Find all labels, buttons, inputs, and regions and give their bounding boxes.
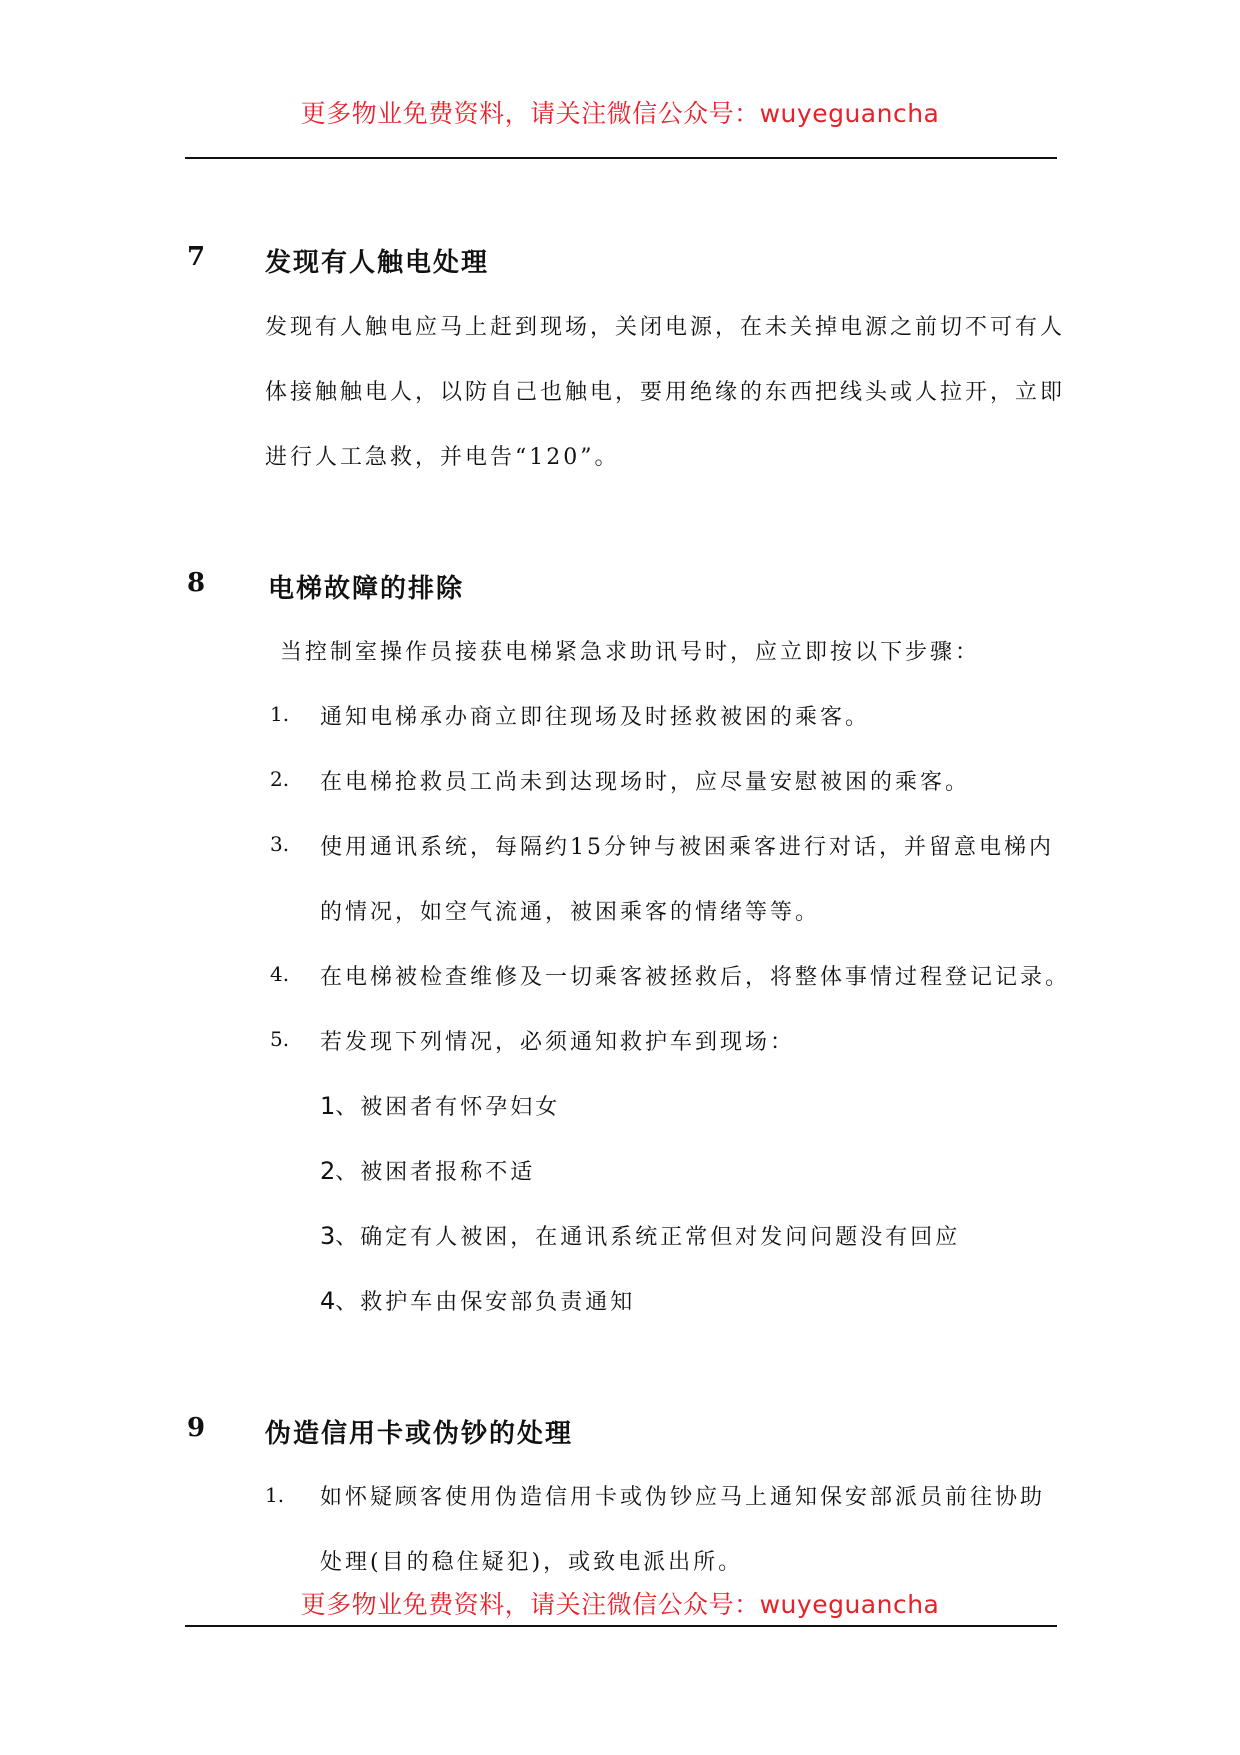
section-7-number: 7: [187, 242, 206, 272]
list-item-number: 2.: [270, 767, 290, 791]
footer-rule: [185, 1625, 1057, 1627]
section-7-line-3: 进行人工急救，并电告“120”。: [265, 445, 620, 470]
sub-item: [320, 1220, 960, 1251]
sub-item-number: 2: [320, 1157, 336, 1185]
list-item-continuation: 的情况，如空气流通，被困乘客的情绪等等。: [320, 900, 821, 925]
list-item: 如怀疑顾客使用伪造信用卡或伪钞应马上通知保安部派员前往协助: [320, 1485, 1046, 1510]
footer-watermark: 更多物业免费资料，请关注微信公众号：wuyeguancha: [300, 1590, 940, 1619]
sub-item-number: 4: [320, 1287, 336, 1315]
section-7-line-1: 发现有人触电应马上赶到现场，关闭电源，在未关掉电源之前切不可有人: [265, 315, 1066, 340]
sub-item-text: 、救护车由保安部负责通知: [335, 1290, 636, 1315]
list-item-number: 3.: [270, 832, 290, 856]
section-9-title: 伪造信用卡或伪钞的处理: [265, 1419, 574, 1449]
sub-item: [320, 1285, 635, 1316]
list-item-number: 5.: [270, 1027, 290, 1051]
sub-item: [320, 1090, 560, 1121]
sub-item-text: 、被困者有怀孕妇女: [335, 1095, 561, 1120]
list-item: 使用通讯系统，每隔约15分钟与被困乘客进行对话，并留意电梯内: [320, 835, 1054, 860]
list-item: 通知电梯承办商立即往现场及时拯救被困的乘客。: [320, 705, 871, 730]
list-item: 若发现下列情况，必须通知救护车到现场：: [320, 1030, 796, 1055]
list-item-number: 4.: [270, 962, 290, 986]
section-7-line-2: 体接触触电人，以防自己也触电，要用绝缘的东西把线头或人拉开，立即: [265, 380, 1066, 405]
list-item-number: 1.: [265, 1483, 285, 1507]
header-watermark: 更多物业免费资料，请关注微信公众号：wuyeguancha: [300, 99, 940, 128]
list-item: 在电梯被检查维修及一切乘客被拯救后，将整体事情过程登记记录。: [320, 965, 1071, 990]
sub-item-number: 1: [320, 1092, 336, 1120]
header-rule: [185, 157, 1057, 159]
section-9-number: 9: [187, 1413, 206, 1443]
sub-item: [320, 1155, 535, 1186]
sub-item-number: 3: [320, 1222, 336, 1250]
list-item: 在电梯抢救员工尚未到达现场时，应尽量安慰被困的乘客。: [320, 770, 971, 795]
section-8-intro: 当控制室操作员接获电梯紧急求助讯号时，应立即按以下步骤：: [280, 640, 981, 665]
section-8-number: 8: [187, 568, 206, 598]
section-7-title: 发现有人触电处理: [265, 248, 490, 278]
section-8-title: 电梯故障的排除: [268, 574, 465, 604]
list-item-number: 1.: [270, 702, 290, 726]
list-item-continuation: 处理(目的稳住疑犯)，或致电派出所。: [320, 1550, 744, 1575]
sub-item-text: 、确定有人被困，在通讯系统正常但对发问问题没有回应: [335, 1225, 961, 1250]
sub-item-text: 、被困者报称不适: [335, 1160, 536, 1185]
